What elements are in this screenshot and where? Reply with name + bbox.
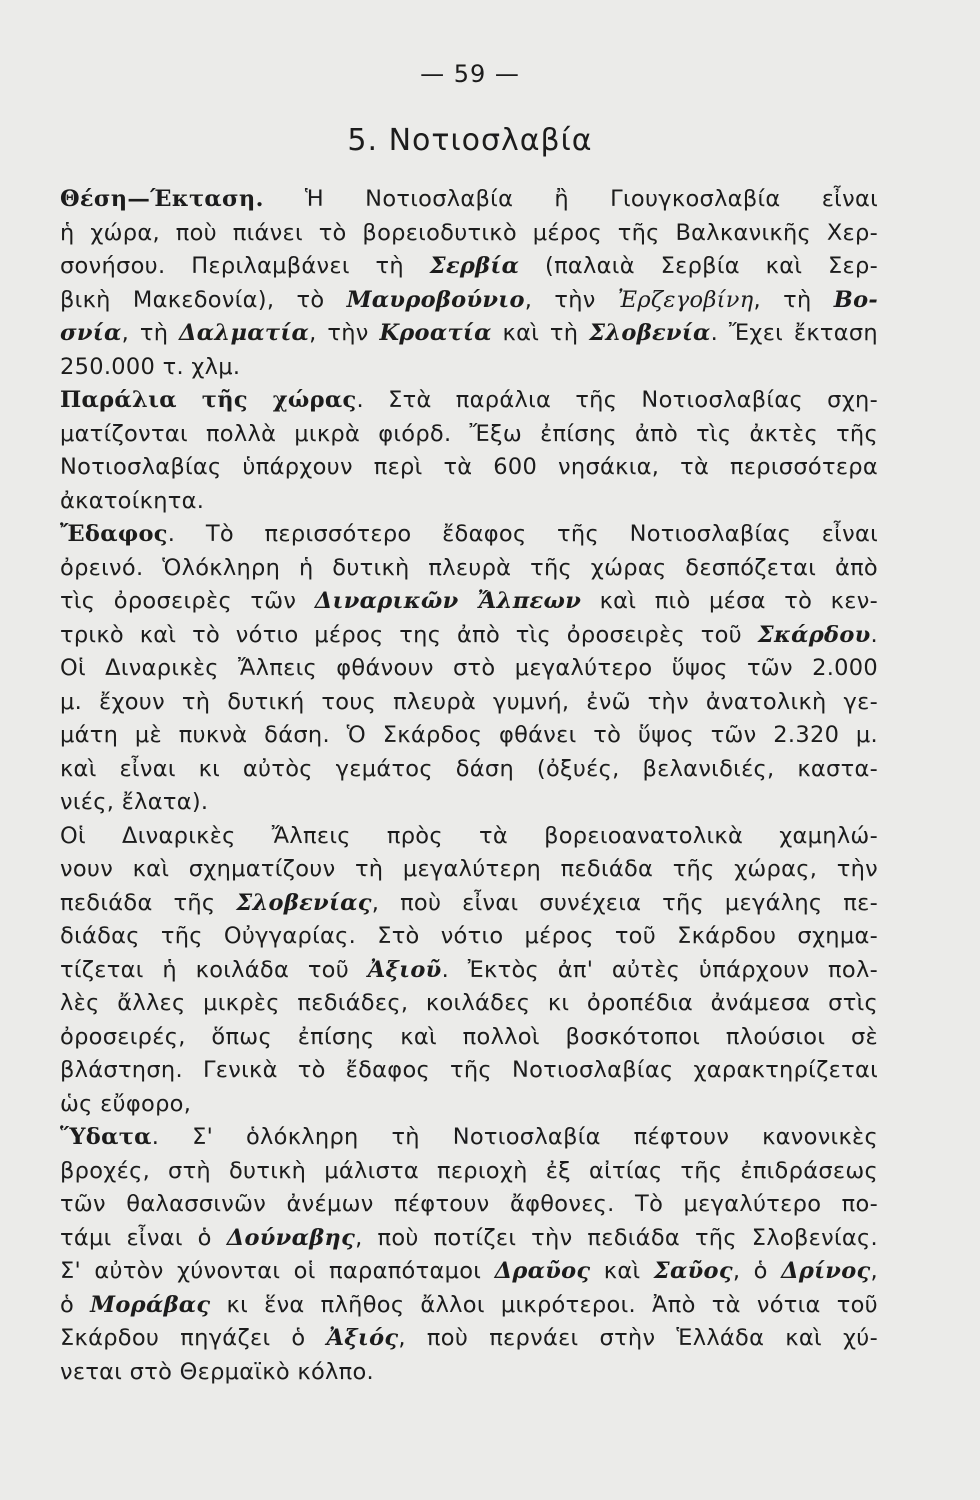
emphasized-term: Σαῦος <box>653 1258 733 1284</box>
text-segment: 250.000 τ. χλμ. <box>60 353 241 380</box>
text-segment: , τὴ <box>121 320 180 346</box>
text-segment: τίζεται ἡ κοιλάδα τοῦ <box>60 956 368 983</box>
text-segment: μ. ἔχουν τὴ δυτική τους πλευρὰ γυμνή, ἐνῶ τὴν ἀνατολικὴ γε- <box>60 688 878 715</box>
text-segment: σονήσου. Περιλαμβάνει τὴ <box>60 253 430 279</box>
text-line <box>60 284 878 318</box>
text-segment: Ἡ Νοτιοσλαβία ἢ Γιουγκοσλαβία εἶναι <box>263 186 878 212</box>
text-segment: ὡς εὔφορο, <box>60 1090 192 1117</box>
emphasized-term: Ἔδαφος <box>60 521 168 547</box>
text-segment: ἡ χώρα, ποὺ πιάνει τὸ βορειοδυτικὸ μέρος τῆς Βαλκανικῆς Χερ- <box>60 219 878 246</box>
emphasized-term: Δραῦος <box>494 1258 591 1284</box>
text-segment: , ποὺ ποτίζει τὴν πεδιάδα τῆς Σλοβενίας. <box>355 1224 878 1251</box>
emphasized-term: Σλοβενίας <box>236 889 372 916</box>
text-line <box>60 820 878 854</box>
emphasized-term: Ἀξιός <box>326 1325 399 1351</box>
text-segment: . Ἔχει ἔκταση <box>710 320 878 346</box>
text-segment: Οἱ Διναρικὲς Ἄλπεις πρὸς τὰ βορειοανατολικὰ χαμηλώ- <box>60 822 878 849</box>
text-segment: καὶ εἶναι κι αὐτὸς γεμάτος δάση (ὀξυές, βελανιδιές, καστα- <box>60 755 878 782</box>
emphasized-term: σνία <box>60 320 122 346</box>
text-line <box>60 250 878 284</box>
text-line <box>60 1021 878 1055</box>
page-number: — 59 — <box>420 60 520 88</box>
text-line <box>60 652 878 686</box>
text-segment: ὀροσειρές, ὅπως ἐπίσης καὶ πολλοὶ βοσκότοποι πλούσιοι σὲ <box>60 1023 878 1050</box>
text-segment: καὶ <box>590 1258 654 1284</box>
emphasized-term: Ὕδατα <box>60 1124 152 1150</box>
text-segment: ὀρεινό. Ὁλόκληρη ἡ δυτικὴ πλευρὰ τῆς χώρας δεσπόζεται ἀπὸ <box>60 554 878 581</box>
text-segment: διάδας τῆς Οὐγγαρίας. Στὸ νότιο μέρος τοῦ Σκάρδου σχημα- <box>60 923 878 949</box>
emphasized-term: Σκάρδου <box>757 621 871 648</box>
text-line <box>60 183 878 217</box>
text-segment: τὶς ὀροσειρὲς τῶν <box>60 588 315 614</box>
text-line <box>60 351 878 385</box>
text-segment: κι ἕνα πλῆθος ἄλλοι μικρότεροι. Ἀπὸ τὰ νότια τοῦ <box>210 1291 878 1318</box>
text-line <box>60 719 878 753</box>
text-line <box>60 1188 878 1222</box>
text-line <box>60 1356 878 1390</box>
text-segment: . Στὰ παράλια τῆς Νοτιοσλαβίας σχη- <box>356 387 878 413</box>
text-segment: ἀκατοίκητα. <box>60 487 205 514</box>
text-segment: νουν καὶ σχηματίζουν τὴ μεγαλύτερη πεδιάδα τῆς χώρας, τὴν <box>60 856 878 882</box>
text-line <box>60 887 878 921</box>
text-segment: , ποὺ εἶναι συνέχεια τῆς μεγάλης πε- <box>371 889 878 916</box>
emphasized-term: Δούναβης <box>226 1224 356 1251</box>
text-segment: Σ' αὐτὸν χύνονται οἱ παραπόταμοι <box>60 1258 495 1284</box>
emphasized-term: Κροατία <box>379 320 492 346</box>
emphasized-term: Ἐρζεγοβίνη <box>617 286 754 313</box>
text-segment: λὲς ἄλλες μικρὲς πεδιάδες, κοιλάδες κι ὀροπέδια ἀνάμεσα στὶς <box>60 990 878 1016</box>
text-line <box>60 217 878 251</box>
text-segment: , τὴν <box>524 286 618 313</box>
text-line <box>60 384 878 418</box>
text-segment: Σκάρδου πηγάζει ὁ <box>60 1325 327 1351</box>
text-line <box>60 1255 878 1289</box>
text-segment: βλάστηση. Γενικὰ τὸ ἔδαφος τῆς Νοτιοσλαβίας χαρακτηρίζεται <box>60 1057 878 1083</box>
text-segment: νιές, ἔλατα). <box>60 789 209 815</box>
text-line <box>60 585 878 619</box>
text-segment: (παλαιὰ Σερβία καὶ Σερ- <box>519 253 878 279</box>
text-line <box>60 853 878 887</box>
text-line <box>60 987 878 1021</box>
text-segment: βροχές, στὴ δυτικὴ μάλιστα περιοχὴ ἐξ αἰτίας τῆς ἐπιδράσεως <box>60 1157 878 1184</box>
text-line <box>60 1155 878 1189</box>
text-segment: , <box>870 1258 878 1284</box>
emphasized-term: Μοράβας <box>90 1291 211 1318</box>
emphasized-term: Σλοβενία <box>589 320 711 346</box>
text-segment: Οἱ Διναρικὲς Ἄλπεις φθάνουν στὸ μεγαλύτερο ὕψος τῶν 2.000 <box>60 655 878 681</box>
text-line <box>60 786 878 820</box>
text-segment: , τὴ <box>753 286 834 313</box>
emphasized-term: Δαλματία <box>179 320 310 346</box>
text-segment: . Ἐκτὸς ἀπ' αὐτὲς ὑπάρχουν πολ- <box>441 956 878 983</box>
text-line <box>60 317 878 351</box>
text-segment: , ὁ <box>732 1258 782 1284</box>
text-segment: μάτη μὲ πυκνὰ δάση. Ὁ Σκάρδος φθάνει τὸ ὕψος τῶν 2.320 μ. <box>60 722 878 748</box>
text-segment: νεται στὸ Θερμαϊκὸ κόλπο. <box>60 1358 374 1385</box>
text-segment: , τὴν <box>309 320 380 346</box>
text-segment: . Τὸ περισσότερο ἔδαφος τῆς Νοτιοσλαβίας εἶναι <box>167 521 878 547</box>
text-line <box>60 1054 878 1088</box>
text-line <box>60 451 878 485</box>
text-line <box>60 954 878 988</box>
text-line <box>60 686 878 720</box>
body-text <box>60 183 878 1389</box>
text-segment: τῶν θαλασσινῶν ἀνέμων πέφτουν ἄφθονες. Τὸ μεγαλύτερο πο- <box>60 1191 878 1217</box>
emphasized-term: Δρίνος <box>781 1258 871 1284</box>
text-segment: τρικὸ καὶ τὸ νότιο μέρος της ἀπὸ τὶς ὀροσειρὲς τοῦ <box>60 621 758 648</box>
text-segment: βικὴ Μακεδονία), τὸ <box>60 286 347 313</box>
text-segment: πεδιάδα τῆς <box>60 889 237 916</box>
text-segment: Νοτιοσλαβίας ὑπάρχουν περὶ τὰ 600 νησάκια, τὰ περισσότερα <box>60 454 878 480</box>
text-line <box>60 1121 878 1155</box>
emphasized-term: Ἀξιοῦ <box>367 956 442 983</box>
emphasized-term: Παράλια τῆς χώρας <box>60 387 357 413</box>
text-line <box>60 1088 878 1122</box>
emphasized-term: Σερβία <box>429 253 520 279</box>
emphasized-term: Βο- <box>833 286 879 313</box>
text-line <box>60 1322 878 1356</box>
text-segment: , ποὺ περνάει στὴν Ἑλλάδα καὶ χύ- <box>398 1325 878 1351</box>
text-line <box>60 920 878 954</box>
emphasized-term: Θέση—Έκταση. <box>60 186 264 212</box>
text-line <box>60 418 878 452</box>
text-segment: καὶ τὴ <box>491 320 590 346</box>
text-line <box>60 1222 878 1256</box>
text-line <box>60 619 878 653</box>
text-line <box>60 753 878 787</box>
text-line <box>60 1289 878 1323</box>
text-segment: . Σ' ὁλόκληρη τὴ Νοτιοσλαβία πέφτουν κανονικὲς <box>151 1124 878 1150</box>
text-line <box>60 552 878 586</box>
text-segment: . <box>870 621 878 648</box>
text-segment: ὁ <box>60 1291 91 1318</box>
text-line <box>60 485 878 519</box>
emphasized-term: Διναρικῶν Ἄλπεων <box>314 588 582 614</box>
text-segment: καὶ πιὸ μέσα τὸ κεν- <box>581 588 878 614</box>
text-line <box>60 518 878 552</box>
text-segment: τάμι εἶναι ὁ <box>60 1224 227 1251</box>
text-segment: ματίζονται πολλὰ μικρὰ φιόρδ. Ἔξω ἐπίσης ἀπὸ τὶς ἀκτὲς τῆς <box>60 420 878 447</box>
emphasized-term: Μαυροβούνιο <box>346 286 525 313</box>
chapter-title: 5. Νοτιοσλαβία <box>347 123 593 158</box>
